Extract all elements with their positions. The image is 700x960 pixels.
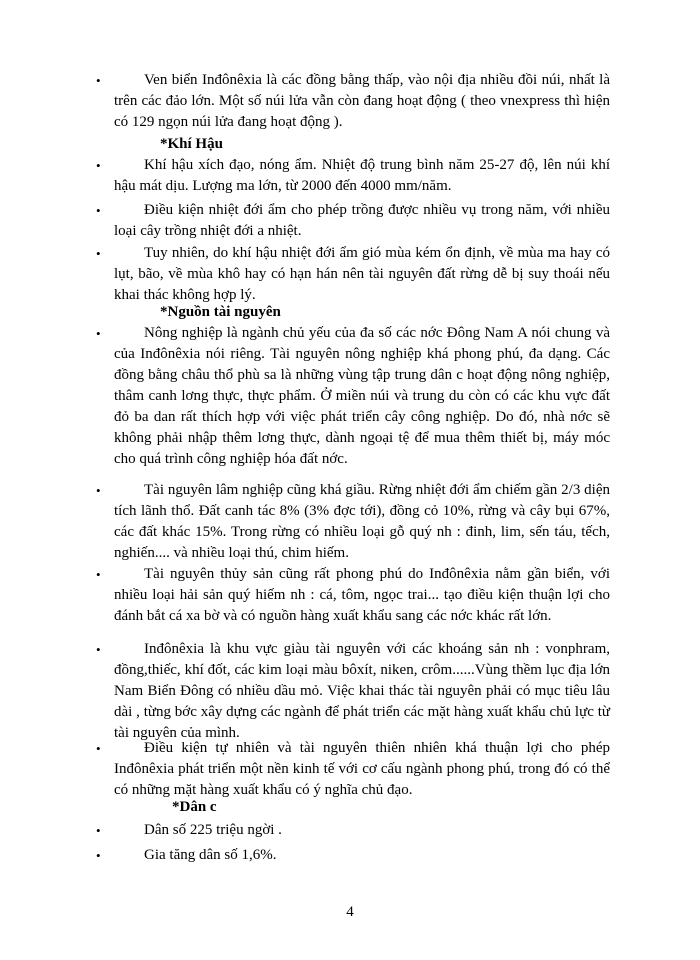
paragraph-text: Điều kiện tự nhiên và tài nguyên thiên nhiên khá thuận lợi cho phép Inđônêxia phát triển một nền kinh tế với cơ cấu ngành phong phú, trong đó có thể có những mặt hàng xuất khẩu có ý nghĩa chủ đạo. — [114, 740, 610, 798]
bullet: • — [96, 326, 101, 341]
bullet: • — [96, 73, 101, 88]
paragraph-text: Khí hậu xích đạo, nóng ẩm. Nhiệt độ trung bình năm 25-27 độ, lên núi khí hậu mát dịu. Lượng ma lớn, từ 2000 đến 4000 mm/năm. — [114, 157, 610, 194]
bullet: • — [96, 567, 101, 582]
paragraph-text: Dân số 225 triệu ngời . — [144, 822, 282, 838]
bullet: • — [96, 246, 101, 261]
bullet: • — [96, 741, 101, 756]
bullet: • — [96, 158, 101, 173]
paragraph-text: Tài nguyên lâm nghiệp cũng khá giầu. Rừng nhiệt đới ẩm chiếm gần 2/3 diện tích lãnh thổ. Đất canh tác 8% (3% đợc tới), đồng cỏ 10%, rừng và cây bụi 67%, các đất khác 15%. Trong rừng có nhiều loại gỗ quý nh : đinh, lim, sến táu, tếch, nghiến.... và nhiều loại thú, chim hiếm. — [114, 482, 610, 561]
heading-resources: *Nguồn tài nguyên — [160, 304, 281, 320]
heading-climate: *Khí Hậu — [160, 136, 223, 152]
page-number: 4 — [346, 904, 354, 920]
paragraph-text: Điều kiện nhiệt đới ẩm cho phép trồng được nhiều vụ trong năm, với nhiều loại cây trồng nhiệt đới a nhiệt. — [114, 202, 610, 239]
paragraph-text: Inđônêxia là khu vực giàu tài nguyên với các khoáng sản nh : vonphram, đồng,thiếc, khí đốt, các kim loại màu bôxít, niken, crôm......Vùng thềm lục địa lớn Nam Biển Đông có nhiều dầu mỏ. Việc khai thác tài nguyên phải có mục tiêu lâu dài , từng bớc xây dựng các ngành để phát triển các mặt hàng xuất khẩu chủ lực từ tài nguyên của mình. — [114, 641, 610, 741]
paragraph-text: Ven biển Inđônêxia là các đồng bằng thấp, vào nội địa nhiều đồi núi, nhất là trên các đảo lớn. Một số núi lửa vẫn còn đang hoạt động ( theo vnexpress thì hiện có 129 ngọn núi lửa đang hoạt động ). — [114, 72, 610, 130]
bullet: • — [96, 823, 101, 838]
paragraph-text: Gia tăng dân số 1,6%. — [144, 847, 277, 863]
heading-population: *Dân c — [172, 799, 217, 815]
bullet: • — [96, 483, 101, 498]
bullet: • — [96, 848, 101, 863]
paragraph-text: Nông nghiệp là ngành chủ yếu của đa số các nớc Đông Nam A nói chung và của Inđônêxia nói riêng. Tài nguyên nông nghiệp khá phong phú, đa dạng. Các đồng bằng châu thổ phù sa là những vùng tập trung dân c hoạt động nông nghiệp, thâm canh lơng thực, thực phẩm. Ở miền núi và trung du còn có các khu vực đất đỏ ba dan rất thích hợp với việc phát triển cây công nghiệp. Do đó, nhà nớc sẽ không phải nhập thêm lơng thực, dành ngoại tệ để mua thêm thiết bị, máy móc cho quá trình công nghiệp hóa đất nớc. — [114, 325, 610, 467]
bullet: • — [96, 642, 101, 657]
paragraph-text: Tuy nhiên, do khí hậu nhiệt đới ẩm gió mùa kém ổn định, về mùa ma hay có lụt, bão, về mùa khô hay có hạn hán nên tài nguyên đất rừng dễ bị suy thoái nếu khai thác không hợp lý. — [114, 245, 610, 303]
paragraph-text: Tài nguyên thủy sản cũng rất phong phú do Inđônêxia nằm gần biển, với nhiều loại hải sản quý hiếm nh : cá, tôm, ngọc trai... tạo điều kiện thuận lợi cho đánh bắt cá xa bờ và có nguồn hàng xuất khẩu sang các nớc khác rất lớn. — [114, 566, 610, 624]
bullet: • — [96, 203, 101, 218]
